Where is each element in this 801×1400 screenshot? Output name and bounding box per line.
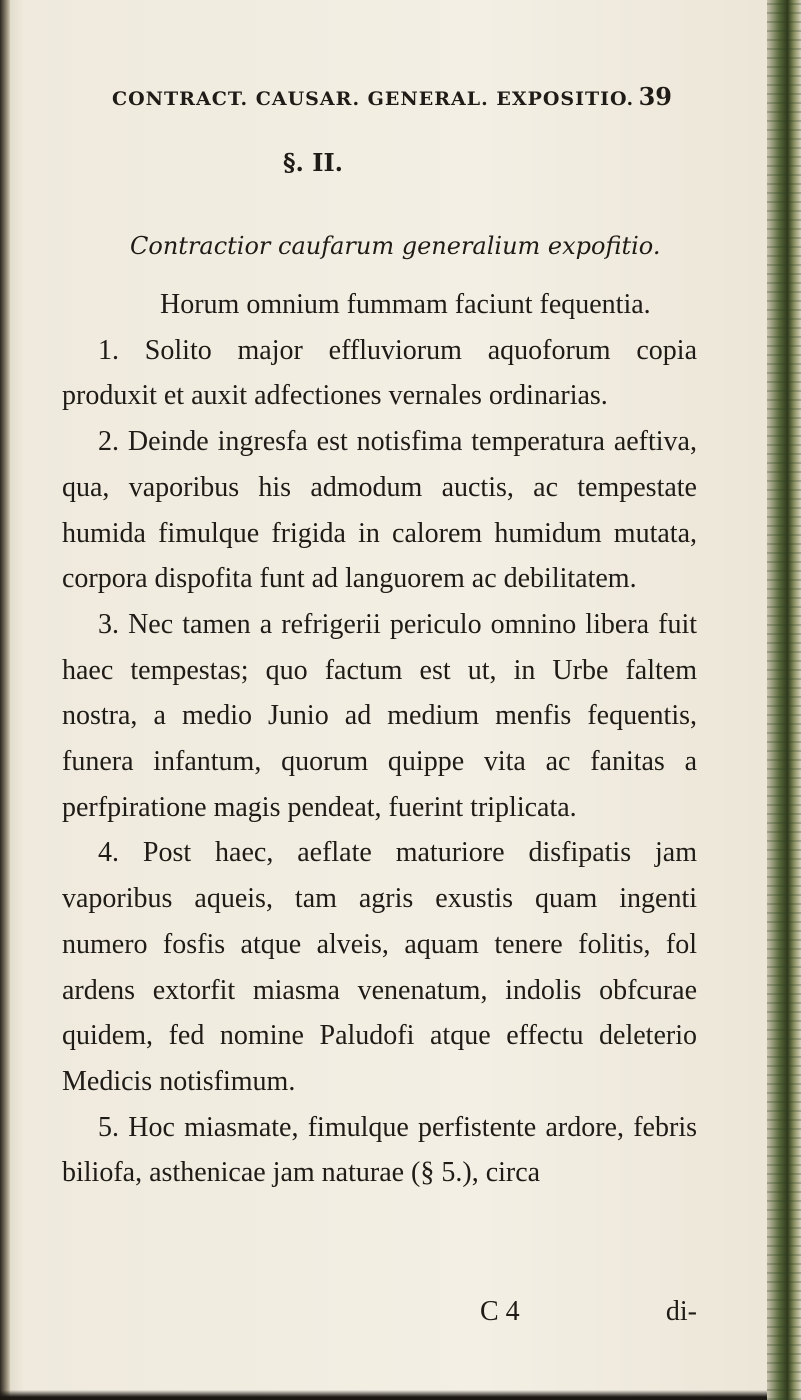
running-title: CONTRACT. CAUSAR. GENERAL. EXPOSITIO. (112, 88, 635, 110)
paragraph-5: 5. Hoc miasmate, fimulque perfistente ardore, febris biliofa, asthenicae jam naturae (§ 5.), circa (62, 1111, 697, 1189)
section-title: Contractior caufarum generalium expofitio. (130, 232, 661, 260)
page-fore-edge (767, 0, 801, 1400)
paragraph-intro: Horum omnium fummam faciunt fequentia. (160, 289, 651, 320)
paragraph-2: 2. Deinde ingresfa est notisfima temperatura aeftiva, qua, vaporibus his admodum auctis, ac tempestate humida fimulque frigida in calorem humidum mutata, corpora dispofita funt ad languorem ac debilitatem. (62, 426, 697, 595)
catchword: di- (665, 1296, 697, 1327)
running-header (112, 82, 672, 111)
paragraph-4: 4. Post haec, aeflate maturiore disfipatis jam vaporibus aqueis, tam agris exustis quam ingenti numero fosfis atque alveis, aquam tenere folitis, fol ardens extorfit miasma venenatum, indolis obfcurae quidem, fed nomine Paludofi atque effectu deleterio Medicis notisfimum. (62, 837, 697, 1097)
signature-mark: C 4 (480, 1296, 520, 1327)
paragraph-1: 1. Solito major effluviorum aquoforum copia produxit et auxit adfectiones vernales ordinarias. (62, 334, 697, 412)
paragraph-3: 3. Nec tamen a refrigerii periculo omnino libera fuit haec tempestas; quo factum est ut, in Urbe faltem nostra, a medio Junio ad medium menfis fequentis, funera infantum, quorum quippe vita ac fanitas a perfpiratione magis pendeat, fuerint triplicata. (62, 608, 697, 823)
body-text (62, 282, 697, 1196)
section-mark: §. II. (282, 148, 344, 177)
page-gutter-edge (0, 0, 10, 1400)
page-bottom-shadow (0, 1390, 767, 1400)
page-number: 39 (638, 82, 672, 111)
catchline (480, 1296, 697, 1328)
